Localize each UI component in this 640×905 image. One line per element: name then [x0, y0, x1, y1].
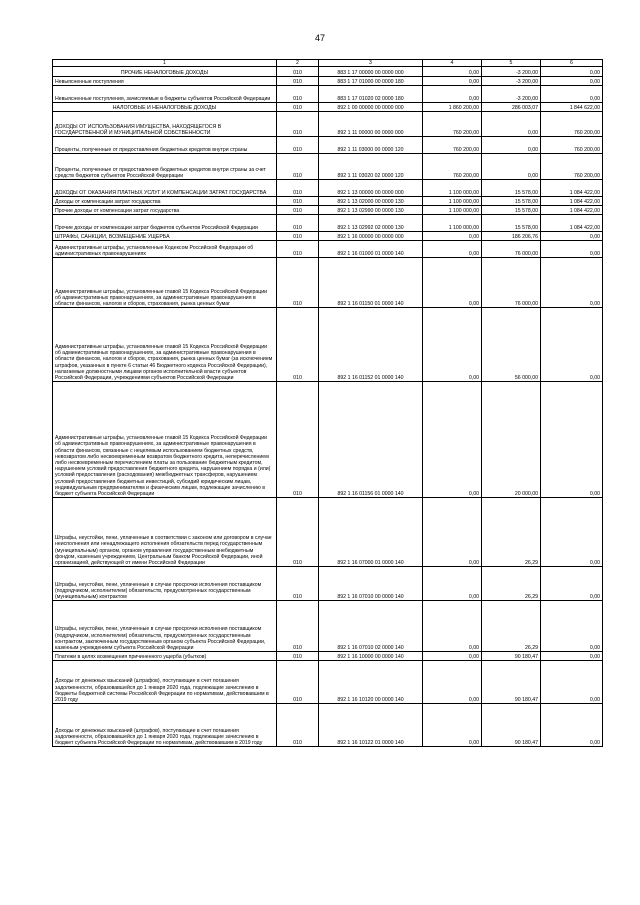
row-unexecuted: 0,00	[541, 567, 603, 601]
row-executed: -3 200,00	[482, 86, 541, 103]
row-unexecuted: 0,00	[541, 258, 603, 308]
row-unexecuted: 0,00	[541, 601, 603, 652]
row-planned: 0,00	[423, 67, 482, 77]
table-row	[53, 215, 603, 232]
row-executed: -3 200,00	[482, 77, 541, 86]
row-unexecuted: 1 084 422,00	[541, 197, 603, 206]
row-kbk: 892 1 16 10122 01 0000 140	[319, 704, 423, 747]
row-kbk: 892 1 16 07010 02 0000 140	[319, 601, 423, 652]
row-unexecuted: 760 200,00	[541, 112, 603, 137]
column-header: 6	[541, 60, 603, 67]
row-kbk: 892 1 13 02990 00 0000 130	[319, 206, 423, 215]
column-header: 4	[423, 60, 482, 67]
row-planned: 1 100 000,00	[423, 215, 482, 232]
table-row	[53, 206, 603, 215]
row-name: ШТРАФЫ, САНКЦИИ, ВОЗМЕЩЕНИЕ УЩЕРБА	[53, 232, 277, 241]
row-name: НАЛОГОВЫЕ И НЕНАЛОГОВЫЕ ДОХОДЫ	[53, 103, 277, 112]
row-unexecuted: 1 084 422,00	[541, 215, 603, 232]
row-name: Административные штрафы, установленные главой 15 Кодекса Российской Федерации об административных правонарушениях, за административные правонарушения в области финансов, связанные с нецелевым использованием бюджетных средств, невозвратом либо несвоевременным возвратом бюджетного кредита, неперечислением либо несвоевременным перечислением платы за пользование бюджетным кредитом, нарушением условий предоставления бюджетного кредита, нарушением порядка и (или) условий предоставления (расходования) межбюджетных трансферов, нарушением условий предоставления бюджетных инвестиций, субсидий юридическим лицам, индивидуальным предпринимателям и физическим лицам, подлежащие зачислению в бюджет субъекта Российской Федерации	[53, 382, 277, 498]
row-kbk: 892 1 11 03020 02 0000 120	[319, 154, 423, 180]
row-planned: 760 200,00	[423, 137, 482, 154]
column-header: 1	[53, 60, 277, 67]
row-unexecuted: 0,00	[541, 308, 603, 382]
row-kbk: 892 1 16 01152 01 0000 140	[319, 308, 423, 382]
row-name: Штрафы, неустойки, пени, уплаченные в случае просрочки исполнения поставщиком (подрядчиком, исполнителем) обязательств, предусмотренных государственным контрактом, заключенным государственным органом субъекта Российской Федерации, казенным учреждением субъекта Российской Федерации	[53, 601, 277, 652]
row-name: Невыясненные поступления, зачисляемые в бюджеты субъектов Российской Федерации	[53, 86, 277, 103]
row-kbk: 892 1 13 02992 02 0000 130	[319, 215, 423, 232]
row-executed: 0,00	[482, 137, 541, 154]
row-executed: 90 180,47	[482, 704, 541, 747]
row-planned: 0,00	[423, 77, 482, 86]
row-kbk: 883 1 17 01020 02 0000 180	[319, 86, 423, 103]
row-kbk: 892 1 16 01150 01 0000 140	[319, 258, 423, 308]
row-executed: 0,00	[482, 112, 541, 137]
row-code: 010	[277, 241, 319, 258]
row-unexecuted: 0,00	[541, 67, 603, 77]
row-executed: 26,29	[482, 601, 541, 652]
table-row	[53, 67, 603, 77]
table-row	[53, 308, 603, 382]
row-planned: 0,00	[423, 498, 482, 567]
row-code: 010	[277, 103, 319, 112]
row-unexecuted: 0,00	[541, 704, 603, 747]
row-kbk: 892 1 11 03000 00 0000 120	[319, 137, 423, 154]
row-name: Платежи в целях возмещения причиненного ущерба (убытков)	[53, 652, 277, 661]
table-row	[53, 112, 603, 137]
row-kbk: 892 1 11 00000 00 0000 000	[319, 112, 423, 137]
row-executed: 26,29	[482, 567, 541, 601]
table-row	[53, 241, 603, 258]
row-code: 010	[277, 232, 319, 241]
row-kbk: 892 1 16 00000 00 0000 000	[319, 232, 423, 241]
table-row	[53, 382, 603, 498]
column-header: 2	[277, 60, 319, 67]
column-number-row	[53, 60, 603, 67]
row-unexecuted: 0,00	[541, 77, 603, 86]
row-kbk: 892 1 16 07000 01 0000 140	[319, 498, 423, 567]
row-executed: 90 180,47	[482, 661, 541, 704]
row-planned: 0,00	[423, 661, 482, 704]
table-row	[53, 498, 603, 567]
row-planned: 0,00	[423, 652, 482, 661]
table-row	[53, 86, 603, 103]
row-code: 010	[277, 652, 319, 661]
row-planned: 0,00	[423, 382, 482, 498]
table-body	[53, 67, 603, 747]
row-planned: 0,00	[423, 601, 482, 652]
row-name: ПРОЧИЕ НЕНАЛОГОВЫЕ ДОХОДЫ	[53, 67, 277, 77]
row-executed: 76 000,00	[482, 258, 541, 308]
row-name: Доходы от компенсации затрат государства	[53, 197, 277, 206]
row-unexecuted: 0,00	[541, 498, 603, 567]
row-unexecuted: 0,00	[541, 661, 603, 704]
row-name: Штрафы, неустойки, пени, уплаченные в случае просрочки исполнения поставщиком (подрядчиком, исполнителем) обязательств, предусмотренных государственным (муниципальным) контрактом	[53, 567, 277, 601]
table-row	[53, 197, 603, 206]
row-executed: 15 578,00	[482, 197, 541, 206]
row-code: 010	[277, 258, 319, 308]
row-unexecuted: 1 084 422,00	[541, 206, 603, 215]
row-executed: 76 000,00	[482, 241, 541, 258]
row-unexecuted: 0,00	[541, 232, 603, 241]
row-executed: 56 000,00	[482, 308, 541, 382]
row-code: 010	[277, 704, 319, 747]
row-unexecuted: 1 084 422,00	[541, 180, 603, 197]
row-code: 010	[277, 661, 319, 704]
row-kbk: 892 1 16 01000 01 0000 140	[319, 241, 423, 258]
row-planned: 760 200,00	[423, 154, 482, 180]
row-planned: 0,00	[423, 86, 482, 103]
row-planned: 760 200,00	[423, 112, 482, 137]
row-name: Штрафы, неустойки, пени, уплаченные в соответствии с законом или договором в случае неисполнения или ненадлежащего исполнения обязательств перед государственным (муниципальным) органом, органом управления государственным внебюджетным фондом, казенным учреждением, Центральным банком Российской Федерации, иной организацией, действующей от имени Российской Федерации	[53, 498, 277, 567]
row-planned: 0,00	[423, 258, 482, 308]
row-code: 010	[277, 112, 319, 137]
row-kbk: 892 1 16 01156 01 0000 140	[319, 382, 423, 498]
table-row	[53, 77, 603, 86]
table-row	[53, 154, 603, 180]
row-code: 010	[277, 206, 319, 215]
table-row	[53, 704, 603, 747]
row-code: 010	[277, 137, 319, 154]
row-name: Административные штрафы, установленные главой 15 Кодекса Российской Федерации об административных правонарушениях, за административные правонарушения в области финансов, налогов и сборов, страхования, рынка ценных бумаг (за исключением штрафов, указанных в пункте 6 статьи 46 Бюджетного кодекса Российской Федерации), налагаемые должностными лицами органов исполнительной власти субъектов Российской Федерации, учреждениями субъектов Российской Федерации	[53, 308, 277, 382]
table-row	[53, 601, 603, 652]
table-row	[53, 567, 603, 601]
row-name: Прочие доходы от компенсации затрат государства	[53, 206, 277, 215]
row-executed: 0,00	[482, 154, 541, 180]
row-executed: 286 003,07	[482, 103, 541, 112]
row-kbk: 883 1 17 01000 00 0000 180	[319, 77, 423, 86]
table-row	[53, 232, 603, 241]
row-executed: 15 578,00	[482, 180, 541, 197]
row-planned: 1 860 200,00	[423, 103, 482, 112]
row-name: Проценты, полученные от предоставления бюджетных кредитов внутри страны	[53, 137, 277, 154]
row-unexecuted: 1 844 622,00	[541, 103, 603, 112]
table-row	[53, 661, 603, 704]
row-executed: 15 578,00	[482, 215, 541, 232]
column-header: 5	[482, 60, 541, 67]
row-unexecuted: 0,00	[541, 241, 603, 258]
table-row	[53, 652, 603, 661]
row-code: 010	[277, 498, 319, 567]
row-planned: 0,00	[423, 308, 482, 382]
row-code: 010	[277, 197, 319, 206]
row-name: Административные штрафы, установленные главой 15 Кодекса Российской Федерации об административных правонарушениях, за административные правонарушения в области финансов, налогов и сборов, страхования, рынка ценных бумаг	[53, 258, 277, 308]
row-code: 010	[277, 382, 319, 498]
page-number: 47	[314, 33, 325, 43]
row-executed: 15 578,00	[482, 206, 541, 215]
row-code: 010	[277, 86, 319, 103]
row-code: 010	[277, 67, 319, 77]
row-name: ДОХОДЫ ОТ ИСПОЛЬЗОВАНИЯ ИМУЩЕСТВА, НАХОДЯЩЕГОСЯ В ГОСУДАРСТВЕННОЙ И МУНИЦИПАЛЬНОЙ СОБСТВЕННОСТИ	[53, 112, 277, 137]
row-code: 010	[277, 154, 319, 180]
row-name: Доходы от денежных взысканий (штрафов), поступающие в счет погашения задолженности, образовавшейся до 1 января 2020 года, подлежащие зачислению в бюджет субъекта Российской Федерации по нормативам, действовавшим в 2019 году	[53, 704, 277, 747]
row-unexecuted: 0,00	[541, 382, 603, 498]
table-row	[53, 103, 603, 112]
row-executed: 186 206,76	[482, 232, 541, 241]
row-planned: 1 100 000,00	[423, 180, 482, 197]
revenue-table	[52, 59, 603, 747]
row-name: Доходы от денежных взысканий (штрафов), поступающие в счет погашения задолженности, образовавшейся до 1 января 2020 года, подлежащие зачислению в бюджеты бюджетной системы Российской Федерации по нормативам, действовавшим в 2019 году	[53, 661, 277, 704]
row-code: 010	[277, 215, 319, 232]
row-unexecuted: 0,00	[541, 86, 603, 103]
row-kbk: 892 1 16 07010 00 0000 140	[319, 567, 423, 601]
column-header: 3	[319, 60, 423, 67]
row-unexecuted: 0,00	[541, 652, 603, 661]
row-name: Проценты, полученные от предоставления бюджетных кредитов внутри страны за счет средств бюджетов субъектов Российской Федерации	[53, 154, 277, 180]
row-code: 010	[277, 308, 319, 382]
table-row	[53, 137, 603, 154]
row-executed: -3 200,00	[482, 67, 541, 77]
row-kbk: 883 1 17 00000 00 0000 000	[319, 67, 423, 77]
row-code: 010	[277, 180, 319, 197]
row-name: ДОХОДЫ ОТ ОКАЗАНИЯ ПЛАТНЫХ УСЛУГ И КОМПЕНСАЦИИ ЗАТРАТ ГОСУДАРСТВА	[53, 180, 277, 197]
row-executed: 26,29	[482, 498, 541, 567]
table-row	[53, 258, 603, 308]
row-planned: 0,00	[423, 704, 482, 747]
row-kbk: 892 1 16 10120 00 0000 140	[319, 661, 423, 704]
row-planned: 0,00	[423, 567, 482, 601]
row-planned: 0,00	[423, 241, 482, 258]
row-executed: 90 180,47	[482, 652, 541, 661]
row-name: Прочие доходы от компенсации затрат бюджетов субъектов Российской Федерации	[53, 215, 277, 232]
row-unexecuted: 760 200,00	[541, 154, 603, 180]
row-kbk: 892 1 00 00000 00 0000 000	[319, 103, 423, 112]
row-code: 010	[277, 567, 319, 601]
row-code: 010	[277, 77, 319, 86]
table-row	[53, 180, 603, 197]
row-planned: 1 100 000,00	[423, 197, 482, 206]
row-name: Административные штрафы, установленные Кодексом Российской Федерации об административных правонарушениях	[53, 241, 277, 258]
row-code: 010	[277, 601, 319, 652]
row-planned: 1 100 000,00	[423, 206, 482, 215]
row-name: Невыясненные поступления	[53, 77, 277, 86]
row-kbk: 892 1 16 10000 00 0000 140	[319, 652, 423, 661]
row-kbk: 892 1 13 00000 00 0000 000	[319, 180, 423, 197]
row-unexecuted: 760 200,00	[541, 137, 603, 154]
row-executed: 20 000,00	[482, 382, 541, 498]
row-planned: 0,00	[423, 232, 482, 241]
row-kbk: 892 1 13 02000 00 0000 130	[319, 197, 423, 206]
